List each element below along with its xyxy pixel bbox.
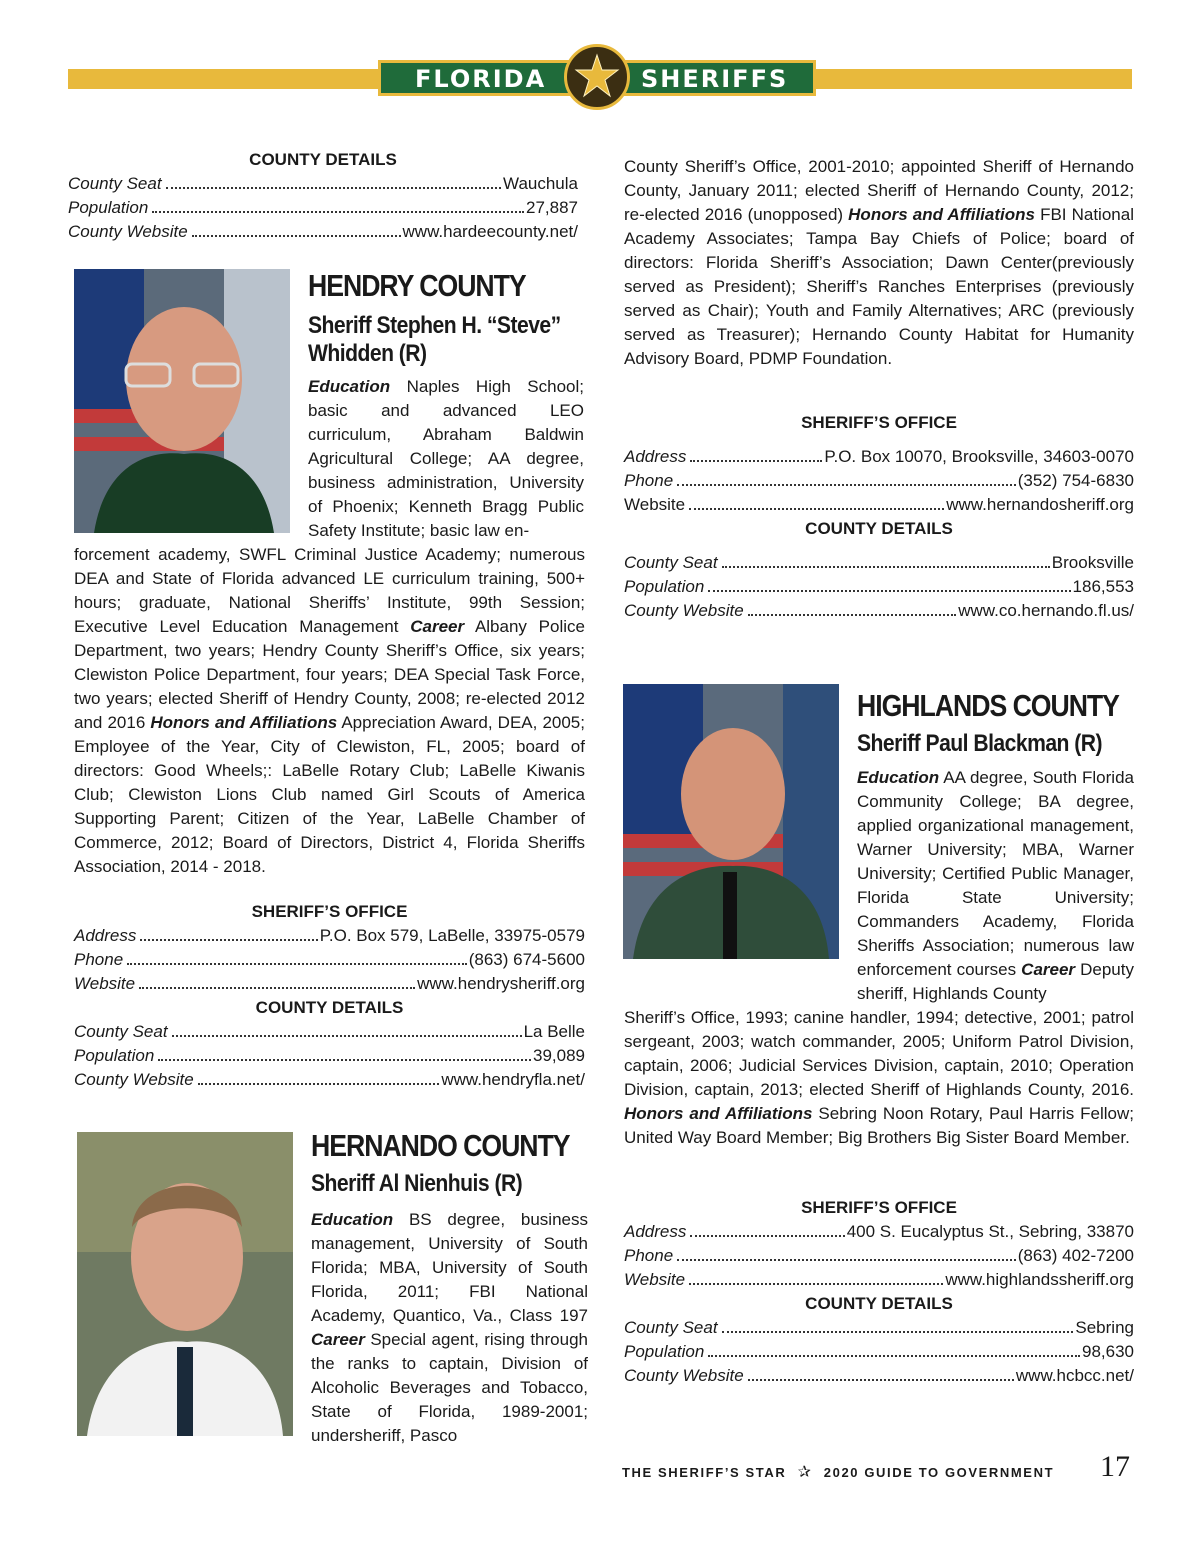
detail-row-county-website: County Website www.hardeecounty.net/	[68, 222, 578, 241]
hendry-population-row: Population 39,089	[74, 1046, 585, 1065]
hendry-office-heading: SHERIFF’S OFFICE	[251, 902, 408, 921]
hendry-county-title: HENDRY COUNTY	[308, 268, 526, 303]
highlands-phone-row: Phone (863) 402-7200	[624, 1246, 1134, 1265]
hendry-county-website-row: County Website www.hendryfla.net/	[74, 1070, 585, 1089]
hendry-website-row: Website www.hendrysheriff.org	[74, 974, 585, 993]
highlands-county-title: HIGHLANDS COUNTY	[857, 688, 1119, 723]
highlands-county-seat-row: County Seat Sebring	[624, 1318, 1134, 1337]
highlands-sheriff-name: Sheriff Paul Blackman (R)	[857, 730, 1102, 757]
hernando-county-title: HERNANDO COUNTY	[311, 1128, 570, 1163]
hernando-sheriff-photo	[77, 1132, 293, 1436]
top-county-details-heading: COUNTY DETAILS	[249, 150, 397, 169]
highlands-office-heading: SHERIFF’S OFFICE	[801, 1198, 957, 1217]
highlands-population-row: Population 98,630	[624, 1342, 1134, 1361]
hendry-details-heading: COUNTY DETAILS	[255, 998, 404, 1017]
hernando-address-row: Address P.O. Box 10070, Brooksville, 34603-0070	[624, 447, 1134, 466]
hernando-sheriff-name: Sheriff Al Nienhuis (R)	[311, 1170, 523, 1197]
page-number: 17	[1100, 1450, 1130, 1483]
footer-publication: THE SHERIFF’S STAR	[622, 1465, 787, 1480]
highlands-office-block	[624, 1196, 1134, 1388]
detail-row-population: Population 27,887	[68, 198, 578, 217]
footer-star-icon: ✰	[797, 1464, 813, 1481]
footer-guide: 2020 GUIDE TO GOVERNMENT	[823, 1465, 1055, 1480]
hendry-bio-wrap: Education Naples High School; basic and advanced LEO curriculum, Abraham Baldwin Agricultural College; AA degree, business administration, University of Phoenix; Kenneth Bragg Public Safety Institute; basic law en-	[308, 377, 584, 540]
top-county-details	[68, 148, 578, 244]
header-sheriffs-text: SHERIFFS	[641, 65, 789, 93]
hernando-population-row: Population 186,553	[624, 577, 1134, 596]
highlands-address-row: Address 400 S. Eucalyptus St., Sebring, 33870	[624, 1222, 1134, 1241]
hernando-office-block	[624, 411, 1134, 623]
sheriff-star-icon	[564, 44, 630, 110]
detail-row-county-seat: County Seat Wauchula	[68, 174, 578, 193]
highlands-website-row: Website www.highlandssheriff.org	[624, 1270, 1134, 1289]
hendry-address-row: Address P.O. Box 579, LaBelle, 33975-0579	[74, 926, 585, 945]
highlands-sheriff-photo	[623, 684, 839, 959]
highlands-bio-wrap: Education AA degree, South Florida Community College; BA degree, applied organizational management, Warner University; MBA, Warner University; Certified Public Manager, Florida State University; Commanders Academy, Florida Sheriffs Association; numerous law enforcement courses Career Deputy sheriff, Highlands County	[857, 768, 1134, 1003]
hendry-bio-full: forcement academy, SWFL Criminal Justice Academy; numerous DEA and State of Florida advanced LE curriculum training, 500+ hours; graduate, National Sheriffs’ Institute, 99th Session; Executive Level Education Management Career Albany Police Department, two years; Hendry County Sheriff’s Office, six years; Clewiston Police Department, four years; DEA Special Task Force, two years; elected Sheriff of Hendry County, 2008; re-elected 2012 and 2016 Honors and Affiliations Appreciation Award, DEA, 2005; Employee of the Year, City of Clewiston, FL, 2005; board of directors: Good Wheels;: LaBelle Rotary Club; LaBelle Kiwanis Club; Clewiston Lions Club named Girl Scouts of America Supporting Parent; Citizen of the Year, LaBelle Chamber of Commerce, 2012; Board of Directors, District 4, Florida Sheriffs Association, 2014 - 2018.	[74, 545, 585, 876]
highlands-details-heading: COUNTY DETAILS	[805, 1294, 953, 1313]
hernando-county-website-row: County Website www.co.hernando.fl.us/	[624, 601, 1134, 620]
hernando-office-heading: SHERIFF’S OFFICE	[801, 413, 957, 432]
hendry-county-seat-row: County Seat La Belle	[74, 1022, 585, 1041]
hernando-details-heading: COUNTY DETAILS	[805, 519, 953, 538]
hendry-sheriff-photo	[74, 269, 290, 533]
highlands-county-website-row: County Website www.hcbcc.net/	[624, 1366, 1134, 1385]
highlands-bio-full: Sheriff’s Office, 1993; canine handler, 1994; detective, 2001; patrol sergeant, 2003; watch commander, 2005; Uniform Patrol Division, captain, 2006; Judicial Services Division, captain, 2010; Operation Division, captain, 2013; elected Sheriff of Highlands County, 2016. Honors and Affiliations Sebring Noon Rotary, Paul Harris Fellow; United Way Board Member; Big Brothers Big Sister Board Member.	[624, 1008, 1134, 1147]
header-florida-text: FLORIDA	[415, 65, 547, 93]
hernando-phone-row: Phone (352) 754-6830	[624, 471, 1134, 490]
hendry-sheriff-name: Sheriff Stephen H. “Steve” Whidden (R)	[308, 312, 561, 367]
hernando-bio-continued: County Sheriff’s Office, 2001-2010; appointed Sheriff of Hernando County, January 2011; elected Sheriff of Hernando County, 2012; re-elected 2016 (unopposed) Honors and Affiliations FBI National Academy Associates; Tampa Bay Chiefs of Police; board of directors: Florida Sheriff’s Association; Dawn Center(previously served as President); Sheriff’s Ranches Enterprises (previously served as Chair); Youth and Family Alternatives; ARC (previously served as Treasurer); Hernando County Habitat for Humanity Advisory Board, PDMP Foundation.	[624, 157, 1134, 368]
hernando-county-seat-row: County Seat Brooksville	[624, 553, 1134, 572]
hernando-website-row: Website www.hernandosheriff.org	[624, 495, 1134, 514]
hernando-bio-wrap: Education BS degree, business management, University of South Florida; MBA, University of South Florida, 2011; FBI National Academy, Quantico, Va., Class 197 Career Special agent, rising through the ranks to captain, Division of Alcoholic Beverages and Tobacco, State of Florida, 1989-2001; undersheriff, Pasco	[311, 1210, 588, 1445]
hendry-office-block	[74, 900, 585, 1092]
hendry-phone-row: Phone (863) 674-5600	[74, 950, 585, 969]
footer-text	[622, 1462, 1054, 1482]
